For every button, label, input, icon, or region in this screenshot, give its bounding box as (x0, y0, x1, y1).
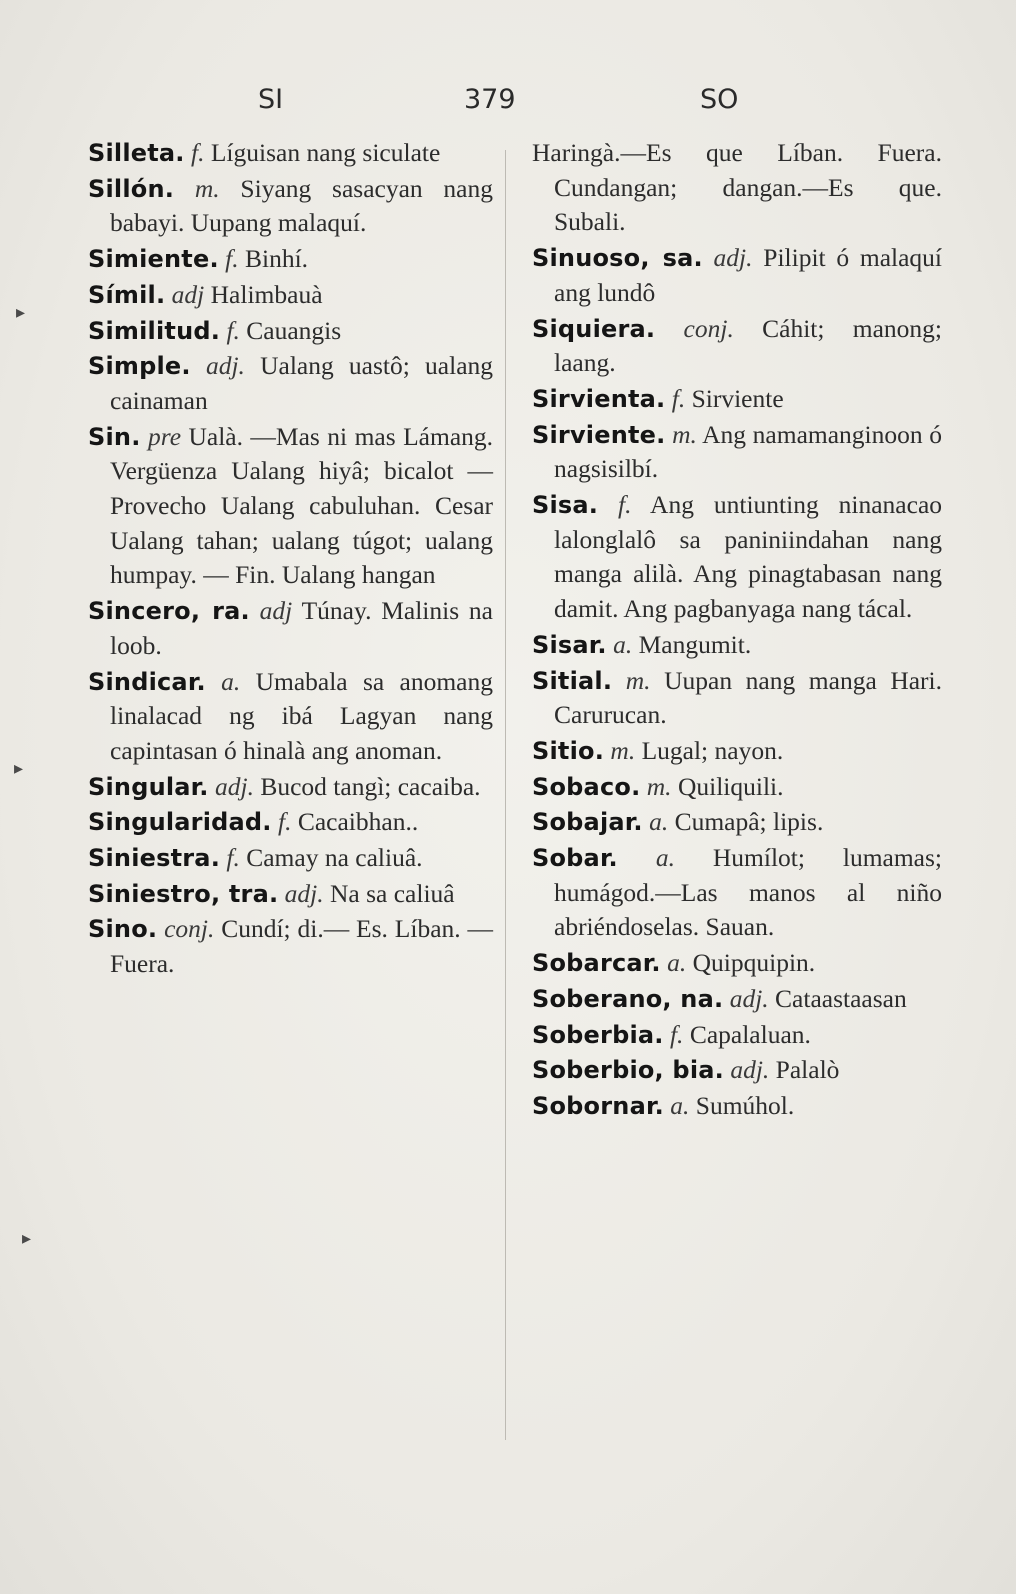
entry-part-of-speech: m. (672, 419, 697, 449)
entry-definition: Cacaibhan.. (297, 807, 419, 837)
dictionary-entry (88, 912, 493, 981)
dictionary-entry (532, 664, 942, 733)
dictionary-entry (532, 982, 942, 1017)
dictionary-entry (532, 312, 942, 381)
dictionary-entry (88, 805, 493, 840)
dictionary-entry (88, 278, 493, 313)
entry-headword: Sobornar. (532, 1091, 664, 1120)
entry-definition: Halimbauà (210, 279, 323, 309)
dictionary-entry (532, 488, 942, 627)
entry-definition: Ang namamanginoon ó nagsisilbí. (554, 419, 943, 484)
dictionary-entry (532, 241, 942, 310)
dictionary-entry (88, 349, 493, 418)
entry-definition: Ualà. —Mas ni mas Lámang. Vergüenza Ualang hiyâ; bicalot —Provecho Ualang cabuluhan. Cesar Ualang tahan; ualang túgot; ualang humpay. — Fin. Ualang hangan (110, 421, 494, 590)
header-right-guideword: SO (700, 84, 739, 115)
column-divider (505, 150, 506, 1440)
entry-definition: Capalaluan. (689, 1019, 811, 1049)
entry-headword: Singularidad. (88, 808, 272, 837)
dictionary-entry (532, 841, 942, 945)
dictionary-entry (532, 1018, 942, 1053)
entry-headword: Sisa. (532, 491, 599, 520)
entry-part-of-speech: a. (670, 1090, 690, 1120)
entry-definition: Quiliquili. (677, 771, 784, 801)
page-number: 379 (464, 84, 516, 115)
entry-headword: Sisar. (532, 630, 607, 659)
entry-headword: Sobaco. (532, 772, 641, 801)
entry-part-of-speech: f. (191, 138, 205, 167)
entry-part-of-speech: f. (225, 244, 239, 274)
margin-mark: ▸ (14, 758, 24, 779)
entry-headword: Soberbio, bia. (532, 1056, 724, 1085)
entry-part-of-speech: adj. (713, 243, 753, 273)
entry-part-of-speech: a. (221, 666, 241, 696)
entry-part-of-speech: f. (671, 383, 686, 413)
entry-headword: Sitial. (532, 666, 613, 695)
entry-part-of-speech: f. (226, 315, 240, 345)
entry-part-of-speech: pre (147, 421, 182, 451)
entry-headword: Sino. (88, 915, 158, 944)
header-left-guideword: SI (258, 84, 284, 115)
entry-part-of-speech: a. (655, 843, 675, 873)
dictionary-entry (88, 841, 493, 876)
entry-part-of-speech: f. (669, 1019, 684, 1049)
entry-headword: Soberbia. (532, 1020, 664, 1049)
entry-definition: Mangumit. (638, 629, 752, 659)
dictionary-entry (88, 594, 493, 663)
dictionary-entry (88, 172, 493, 241)
entry-part-of-speech: m. (625, 665, 651, 695)
margin-mark: ▸ (22, 1228, 32, 1249)
dictionary-entry (88, 136, 493, 171)
entry-headword: Siniestra. (88, 844, 221, 873)
entry-part-of-speech: adj. (205, 351, 245, 381)
dictionary-entry (532, 418, 942, 487)
page-header (0, 84, 1016, 124)
entry-headword: Sobar. (532, 844, 618, 873)
entry-headword: Sirvienta. (532, 384, 666, 413)
entry-part-of-speech: m. (646, 771, 672, 801)
dictionary-entry (88, 314, 493, 349)
dictionary-entry (532, 382, 942, 417)
entry-definition: Na sa caliuâ (330, 878, 455, 908)
entry-headword: Sindicar. (88, 667, 206, 696)
entry-definition: Cumapâ; lipis. (674, 807, 824, 837)
right-column (532, 136, 942, 1125)
entry-definition: Haringà.—Es que Líban. Fuera. Cundangan; dangan.—Es que. Subali. (532, 138, 942, 237)
entry-headword: Sobajar. (532, 808, 643, 837)
dictionary-entry (532, 1089, 942, 1124)
dictionary-entry (532, 136, 942, 240)
entry-headword: Sobarcar. (532, 949, 661, 978)
entry-definition: Cauangis (246, 315, 342, 345)
entry-part-of-speech: m. (610, 735, 636, 765)
entry-part-of-speech: f. (278, 807, 292, 837)
entry-part-of-speech: adj (259, 596, 293, 626)
dictionary-entry (532, 770, 942, 805)
entry-part-of-speech: adj. (729, 983, 769, 1013)
entry-definition: Cundí; di.— Es. Líban. — Fuera. (110, 914, 493, 979)
entry-definition: Umabala sa anomang linalacad ng ibá Lagyan nang capintasan ó hinalà ang anoman. (110, 666, 494, 765)
entry-headword: Similitud. (88, 316, 221, 345)
entry-part-of-speech: f. (618, 490, 632, 520)
dictionary-entry (532, 1053, 942, 1088)
entry-definition: Lugal; nayon. (641, 735, 784, 765)
entry-headword: Soberano, na. (532, 984, 724, 1013)
entry-definition: Bucod tangì; cacaiba. (260, 771, 481, 801)
entry-headword: Siniestro, tra. (88, 879, 279, 908)
entry-headword: Sin. (88, 422, 141, 451)
dictionary-entry (88, 242, 493, 277)
entry-definition: Ualang uastô; ualang cainaman (110, 351, 494, 415)
entry-definition: Ang untiunting ninanacao lalonglalô sa paniniindahan nang manga alilà. Ang pinagtabasan nang damit. Ang pagbanyaga nang tácal. (554, 490, 943, 624)
left-column (88, 136, 493, 983)
entry-headword: Siquiera. (532, 314, 656, 343)
dictionary-entry (532, 946, 942, 981)
entry-part-of-speech: a. (649, 807, 669, 837)
entry-headword: Sinuoso, sa. (532, 244, 703, 273)
entry-headword: Simiente. (88, 245, 219, 274)
entry-definition: Humílot; lumamas; humágod.—Las manos al niño abriéndoselas. Sauan. (554, 843, 943, 942)
entry-definition: Líguisan nang siculate (210, 138, 441, 167)
entry-part-of-speech: conj. (683, 313, 734, 343)
entry-definition: Uupan nang manga Hari. Carurucan. (554, 665, 943, 730)
entry-definition: Túnay. Malinis na loob. (110, 596, 493, 660)
entry-definition: Pilipit ó malaquí ang lundô (554, 243, 943, 307)
entry-definition: Binhí. (245, 244, 309, 274)
entry-headword: Silleta. (88, 139, 185, 167)
entry-definition: Cáhit; manong; laang. (554, 313, 943, 378)
entry-headword: Sirviente. (532, 420, 666, 449)
entry-definition: Siyang sasacyan nang babayi. Uupang malaquí. (110, 173, 493, 238)
entry-headword: Singular. (88, 772, 209, 801)
entry-definition: Cataastaasan (775, 983, 907, 1013)
entry-part-of-speech: m. (194, 173, 220, 203)
entry-part-of-speech: a. (667, 948, 687, 978)
entry-headword: Sillón. (88, 174, 175, 203)
entry-definition: Quipquipin. (692, 948, 816, 978)
entry-part-of-speech: adj (171, 279, 205, 309)
margin-mark: ▸ (16, 302, 26, 323)
entry-part-of-speech: adj. (284, 878, 324, 908)
dictionary-entry (88, 420, 493, 594)
entry-part-of-speech: adj. (215, 771, 254, 801)
entry-definition: Sumúhol. (695, 1090, 795, 1120)
entry-part-of-speech: conj. (164, 914, 215, 944)
entry-part-of-speech: f. (226, 843, 240, 873)
entry-headword: Simple. (88, 352, 191, 381)
entry-definition: Sirviente (691, 383, 784, 413)
dictionary-entry (532, 628, 942, 663)
entry-part-of-speech: adj. (730, 1055, 770, 1085)
dictionary-entry (532, 805, 942, 840)
entry-definition: Palalò (775, 1055, 840, 1085)
entry-part-of-speech: a. (613, 629, 633, 659)
entry-headword: Sincero, ra. (88, 597, 250, 626)
dictionary-entry (88, 665, 493, 769)
dictionary-entry (532, 734, 942, 769)
dictionary-entry (88, 877, 493, 912)
dictionary-entry (88, 770, 493, 805)
entry-headword: Símil. (88, 280, 166, 309)
entry-definition: Camay na caliuâ. (246, 843, 423, 873)
entry-headword: Sitio. (532, 736, 605, 765)
